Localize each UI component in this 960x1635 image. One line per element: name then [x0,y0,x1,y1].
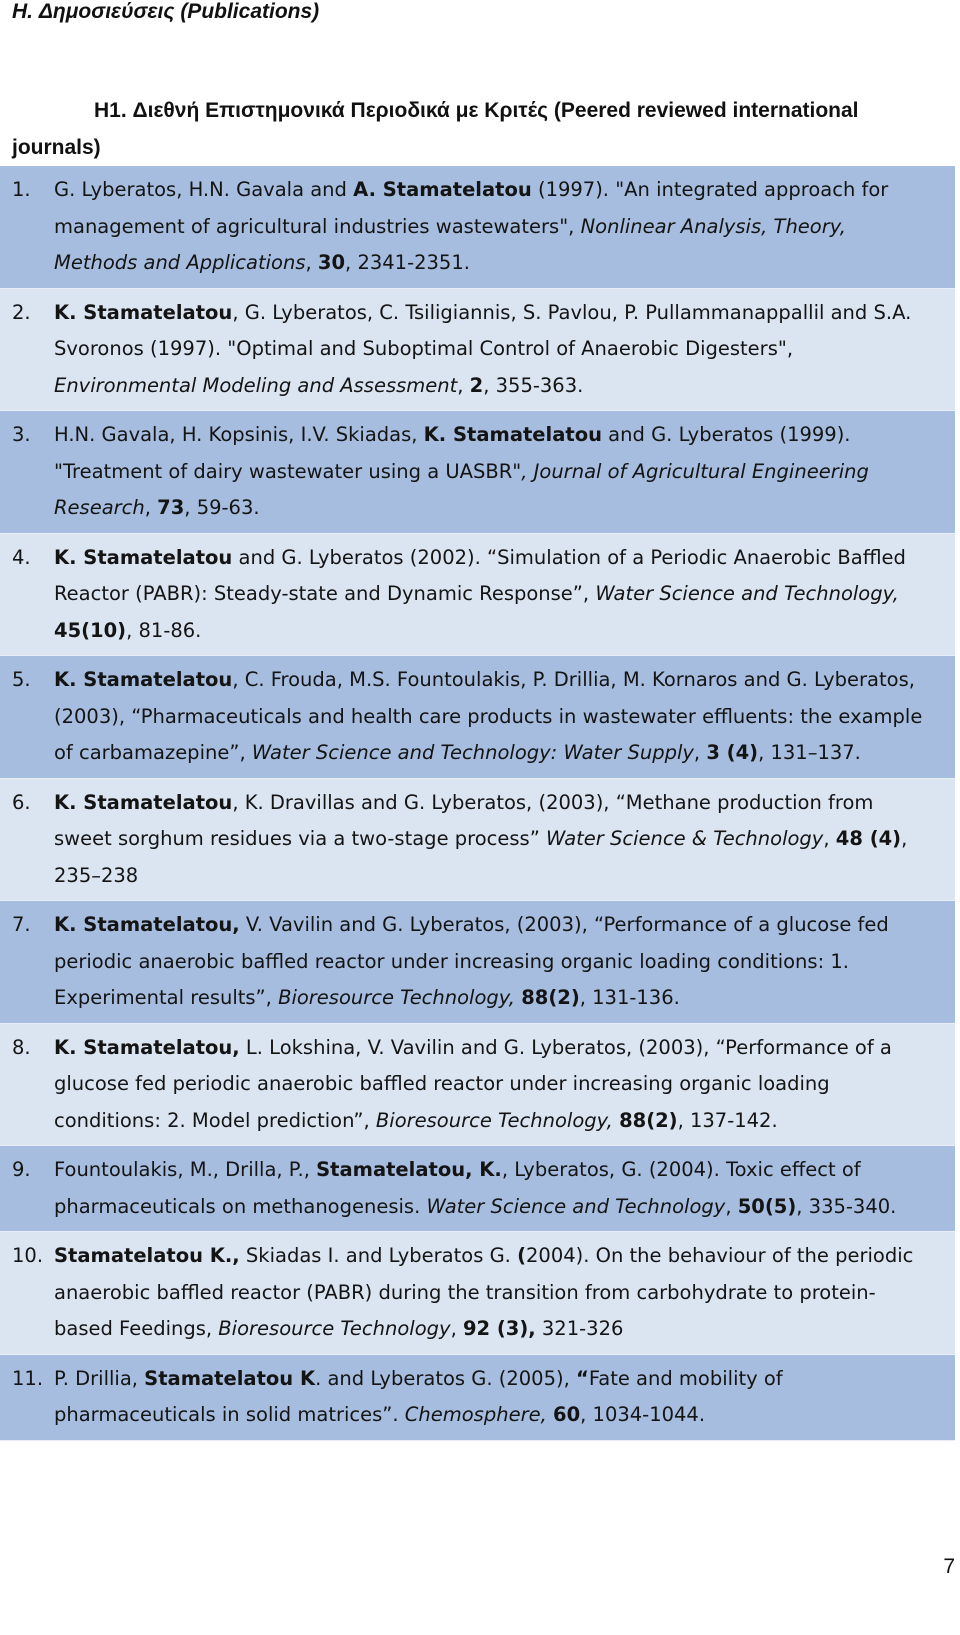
citation-segment: and G. Lyberatos (1999). "Treatment of dairy wastewater using a UASBR" [54,423,851,483]
citation-segment: K. Stamatelatou [54,300,233,324]
citation-segment: , [725,1194,738,1218]
citation-segment: , 81-86. [126,618,202,642]
citation-segment: Water Science and Technology, [595,582,899,605]
citation-segment: Fountoulakis, M., Drilla, P., [54,1158,317,1181]
publication-number: 10. [12,1244,44,1267]
publication-item [0,656,955,779]
publication-citation [54,295,925,405]
citation-segment: , 335-340. [796,1194,897,1218]
citation-segment: Nonlinear Analysis, Theory, Methods and Applications [54,214,846,274]
citation-segment: Water Science and Technology [426,1194,726,1218]
publication-citation [54,1361,925,1434]
citation-segment: 30 [317,251,346,274]
publication-citation [54,540,925,650]
citation-segment: Stamatelatou K., [54,1244,240,1267]
citation-segment: and G. Lyberatos (2002). “Simulation of a Periodic Anaerobic Baffled Reactor (PABR): Steady-state and Dynamic Response”, [54,545,906,605]
publication-item [0,1146,955,1232]
citation-segment: , 59-63. [184,496,260,519]
citation-segment: Water Science & Technology [546,827,824,850]
citation-segment: P. Drillia, [54,1366,145,1390]
citation-segment: Fate and mobility of pharmaceuticals in solid matrices”. [54,1366,783,1426]
citation-segment: V. Vavilin and G. Lyberatos, (2003), “Performance of a glucose fed periodic anaerobic baffled reactor under increasing organic loading conditions: 1. Experimental results”, [54,913,889,1009]
citation-segment: , Journal of Agricultural Engineering Research [54,459,869,519]
publication-item [0,1024,955,1147]
publication-number: 8. [12,1035,31,1059]
publication-item [0,1355,955,1441]
publication-item [0,289,955,412]
citation-segment: . and Lyberatos G. (2005), [315,1366,576,1390]
citation-segment: (1997). "An integrated approach for management of agricultural industries wastewaters", [54,178,889,238]
publication-citation [54,1238,925,1348]
publication-item [0,411,955,534]
publication-item [0,534,955,657]
citation-segment: , [823,827,836,850]
citation-segment: , K. Dravillas and G. Lyberatos, (2003), “Methane production from sweet sorghum residues via a two-stage process” [54,790,874,850]
publication-item [0,166,955,289]
publication-citation [54,785,925,895]
publication-citation [54,417,925,527]
citation-segment: , 2341-2351. [345,251,470,274]
publication-item [0,901,955,1024]
citation-segment: K. Stamatelatou [54,668,233,691]
citation-segment: 50(5) [737,1194,797,1218]
publication-number: 5. [12,668,31,691]
citation-segment: 73 [157,496,185,519]
publication-number: 1. [12,178,31,201]
citation-segment: , 1034-1044. [580,1403,706,1426]
citation-segment: Bioresource Technology, [278,986,516,1009]
citation-segment: , [450,1317,463,1340]
citation-segment: Stamatelatou, K. [316,1158,502,1181]
citation-segment: 88(2) [619,1108,678,1132]
citation-segment: K. Stamatelatou [54,545,233,569]
citation-segment: L. Lokshina, V. Vavilin and G. Lyberatos, (2003), “Performance of a glucose fed periodic anaerobic baffled reactor under increasing organic loading conditions: 2. Model prediction”, [54,1035,892,1132]
publication-number: 11. [12,1366,44,1390]
section-title: H. Δημοσιεύσεις (Publications) [12,0,320,23]
citation-segment: , 235–238 [54,827,908,887]
citation-segment: K. Stamatelatou [54,790,233,814]
citation-segment: Bioresource Technology [218,1317,451,1340]
citation-segment: Bioresource Technology, [375,1108,613,1132]
publication-number: 3. [12,423,31,446]
citation-segment: ( [517,1244,526,1267]
sub-heading: H1. Διεθνή Επιστημονικά Περιοδικά με Κριτές (Peered reviewed international journals) [12,99,859,159]
publication-number: 6. [12,790,31,814]
citation-segment: , [457,373,470,397]
citation-segment: 2004). On the behaviour of the periodic anaerobic baffled reactor (PABR) during the transition from carbohydrate to protein-based Feedings, [54,1244,914,1340]
citation-segment: , 137-142. [677,1108,778,1132]
citation-segment: H.N. Gavala, H. Kopsinis, I.V. Skiadas, [54,423,424,446]
citation-segment: 48 (4) [835,827,902,850]
citation-segment: , [144,496,158,519]
publication-citation [54,1152,925,1225]
citation-segment: 321-326 [535,1317,624,1340]
citation-segment: 3 (4) [706,741,759,764]
citation-segment: Environmental Modeling and Assessment [54,373,458,397]
citation-segment: “ [576,1366,589,1390]
publication-number: 7. [12,913,31,936]
citation-segment: G. Lyberatos, H.N. Gavala and [54,178,354,201]
citation-segment: Water Science and Technology: Water Supply [251,741,694,764]
citation-segment: 88(2) [521,986,580,1009]
citation-segment: , [305,251,318,274]
publication-number: 9. [12,1158,31,1181]
citation-segment: , 131-136. [579,986,680,1009]
citation-segment: K. Stamatelatou, [54,913,240,936]
citation-segment: , 131–137. [758,741,861,764]
page-number: 7 [943,1555,955,1578]
citation-segment: , 355-363. [483,373,584,397]
publication-item [0,779,955,902]
citation-segment: , G. Lyberatos, C. Tsiligiannis, S. Pavlou, P. Pullammanappallil and S.A. Svoronos (1997). "Optimal and Suboptimal Control of Anaerobic Digesters", [54,300,912,360]
publication-citation [54,662,925,772]
publication-item [0,1232,955,1355]
citation-segment: 60 [553,1403,581,1426]
citation-segment: Skiadas I. and Lyberatos G. [239,1244,518,1267]
citation-segment: , Lyberatos, G. (2004). Toxic effect of pharmaceuticals on methanogenesis. [54,1158,861,1218]
citation-segment: K. Stamatelatou, [54,1035,240,1059]
publication-citation [54,172,925,282]
publication-citation [54,1030,925,1140]
publication-citation [54,907,925,1017]
citation-segment: 92 (3), [462,1317,536,1340]
citation-segment: Chemosphere, [404,1403,547,1426]
publication-number: 4. [12,545,31,569]
publication-number: 2. [12,300,31,324]
citation-segment: 45(10) [54,618,127,642]
citation-segment: , C. Frouda, M.S. Fountoulakis, P. Drillia, M. Kornaros and G. Lyberatos, (2003), “Pharmaceuticals and health care products in wastewater effluents: the example of carbamazepine”, [54,668,923,764]
publication-list [0,166,955,1441]
citation-segment: Stamatelatou K [144,1366,316,1390]
citation-segment: 2 [469,373,484,397]
citation-segment: , [693,741,707,764]
citation-segment: A. Stamatelatou [353,178,532,201]
citation-segment: K. Stamatelatou [423,423,602,446]
